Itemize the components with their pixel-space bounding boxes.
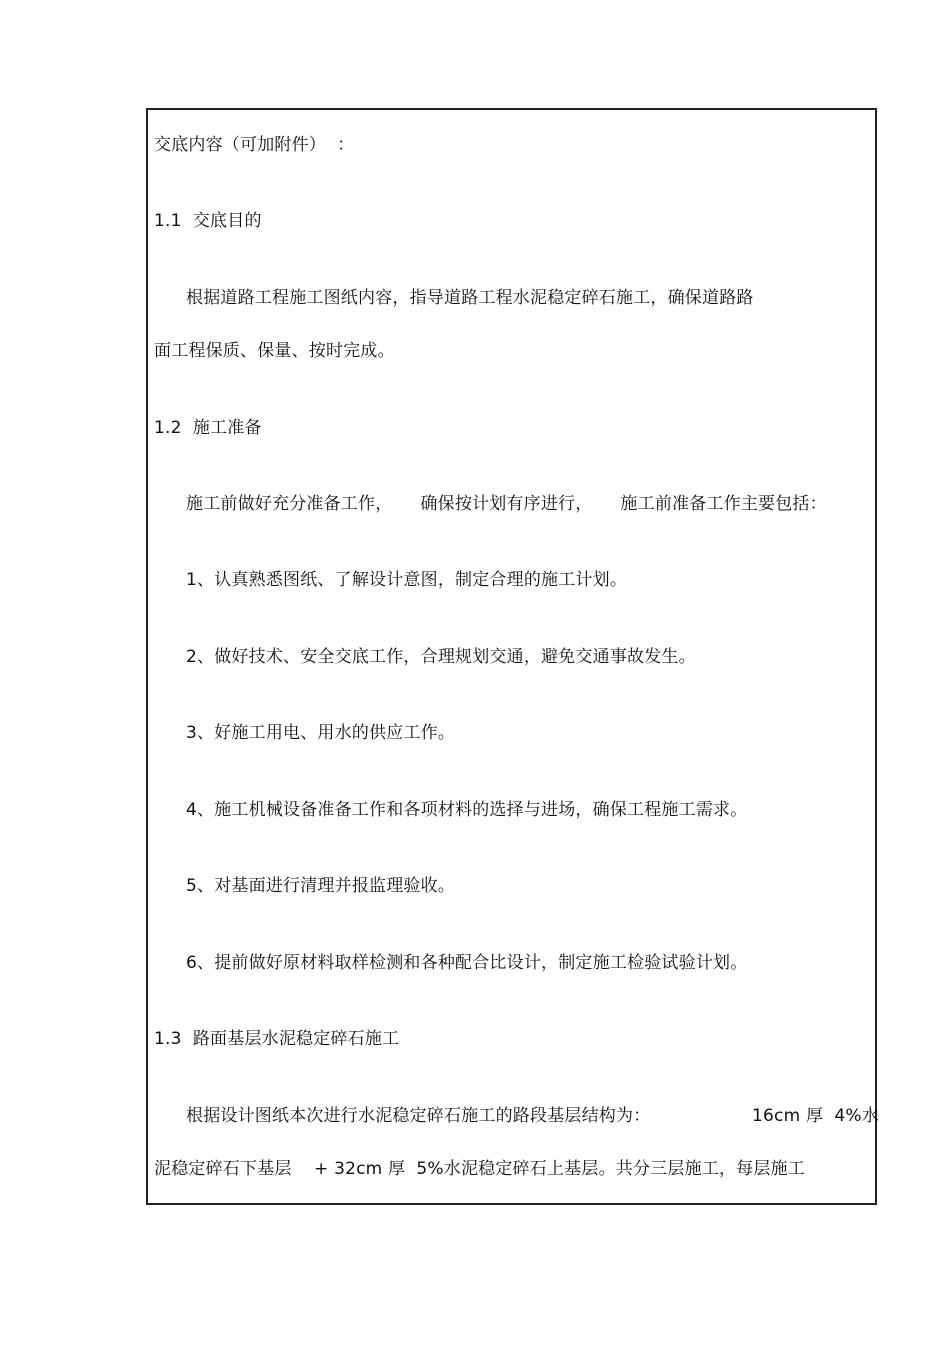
paragraph-purpose-line-1: 根据道路工程施工图纸内容，指导道路工程水泥稳定碎石施工，确保道路路 <box>186 288 754 308</box>
list-item: 1、认真熟悉图纸、了解设计意图，制定合理的施工计划。 <box>186 570 628 590</box>
list-item: 3、好施工用电、用水的供应工作。 <box>186 723 456 743</box>
section-heading-1-1: 1.1 交底目的 <box>154 211 262 231</box>
paragraph-purpose-line-2: 面工程保质、保量、按时完成。 <box>154 341 395 361</box>
paragraph-prep-intro: 施工前做好充分准备工作， 确保按计划有序进行， 施工前准备工作主要包括： <box>186 494 827 514</box>
header-label: 交底内容（可加附件） ： <box>154 135 355 155</box>
list-item: 4、施工机械设备准备工作和各项材料的选择与进场，确保工程施工需求。 <box>186 800 748 820</box>
list-item: 6、提前做好原材料取样检测和各种配合比设计，制定施工检验试验计划。 <box>186 953 748 973</box>
list-item: 2、做好技术、安全交底工作，合理规划交通，避免交通事故发生。 <box>186 647 696 667</box>
paragraph-structure-line-1: 根据设计图纸本次进行水泥稳定碎石施工的路段基层结构为： <box>186 1106 651 1126</box>
list-item: 5、对基面进行清理并报监理验收。 <box>186 876 456 896</box>
paragraph-structure-line-1-tail: 16cm 厚 4%水 <box>752 1106 879 1126</box>
section-heading-1-2: 1.2 施工准备 <box>154 418 262 438</box>
section-heading-1-3: 1.3 路面基层水泥稳定碎石施工 <box>154 1029 400 1049</box>
paragraph-structure-line-2: 泥稳定碎石下基层 + 32cm 厚 5%水泥稳定碎石上基层。共分三层施工，每层施工 <box>154 1159 805 1179</box>
